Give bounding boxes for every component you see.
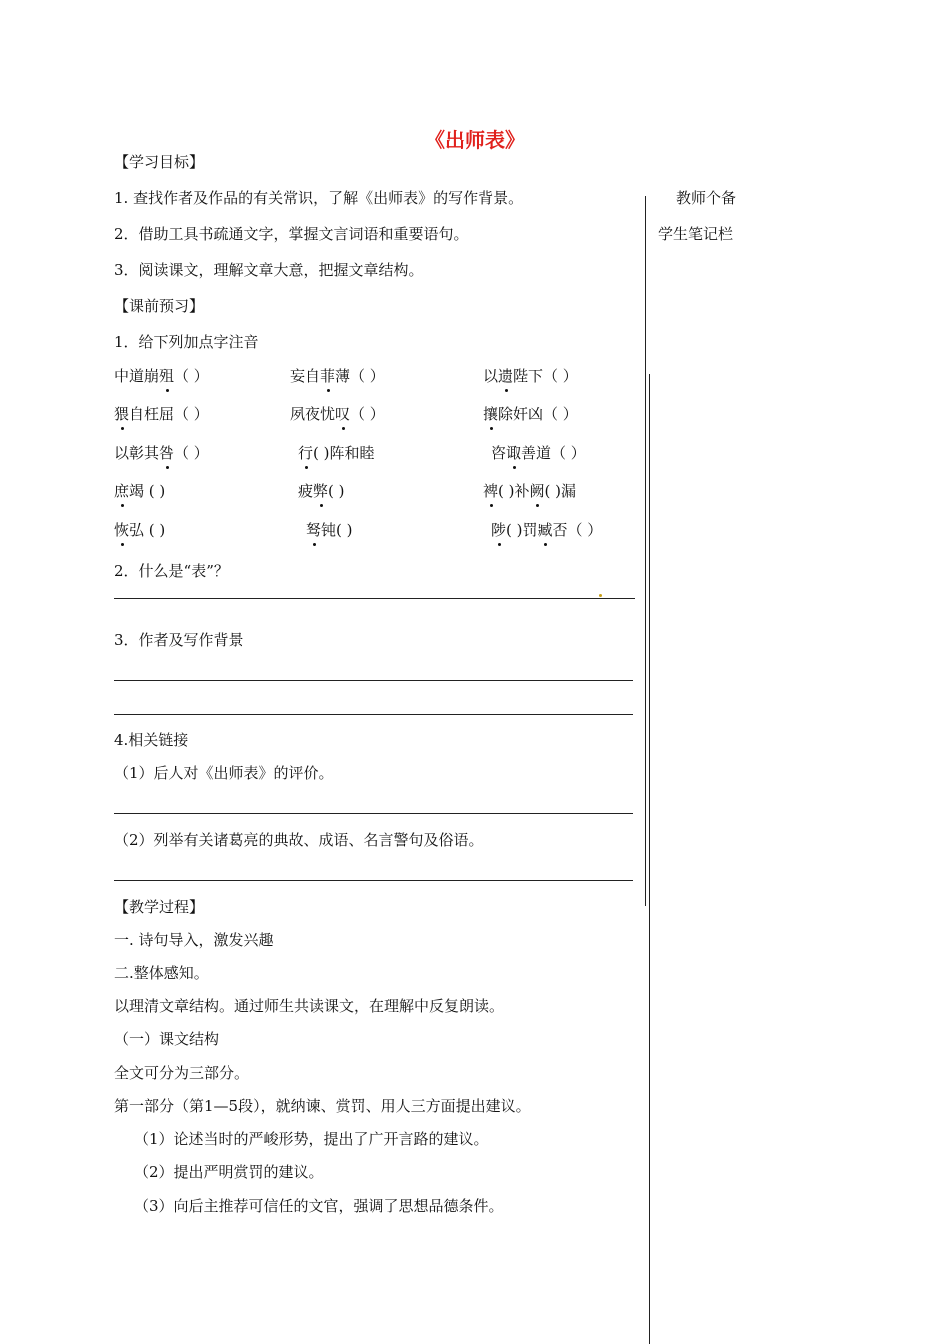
stray-mark xyxy=(599,594,602,597)
side-note-teacher: 教师个备 xyxy=(676,189,737,207)
page-title: 《出师表》 xyxy=(425,128,525,152)
pinyin-item: 攘除奸凶（ ） xyxy=(483,405,578,423)
answer-line[interactable] xyxy=(114,813,633,814)
pinyin-item: 妄自菲薄（ ） xyxy=(290,367,385,385)
pinyin-item: 行( )阵和睦 xyxy=(298,444,375,462)
objective-item: 3．阅读课文，理解文章大意，把握文章结构。 xyxy=(114,261,424,279)
objective-item: 1. 查找作者及作品的有关常识，了解《出师表》的写作背景。 xyxy=(114,189,524,207)
answer-line[interactable] xyxy=(114,680,633,681)
question-4-1: （1）后人对《出师表》的评价。 xyxy=(114,764,334,782)
pinyin-item: 以彰其咎（ ） xyxy=(114,444,209,462)
question-4: 4.相关链接 xyxy=(114,731,189,749)
process-subitem: （2）提出严明赏罚的建议。 xyxy=(134,1163,324,1181)
question-3: 3．作者及写作背景 xyxy=(114,631,244,649)
pinyin-item: 夙夜忧叹（ ） xyxy=(290,405,385,423)
pinyin-item: 庶竭 ( ) xyxy=(114,482,166,500)
pinyin-item: 驽钝( ) xyxy=(306,521,353,539)
pinyin-item: 疲弊( ) xyxy=(298,482,345,500)
pinyin-item: 以遗陛下（ ） xyxy=(483,367,578,385)
process-item: 一. 诗句导入，激发兴趣 xyxy=(114,931,274,949)
process-item: 二.整体感知。 xyxy=(114,964,209,982)
pinyin-item: 恢弘 ( ) xyxy=(114,521,166,539)
process-heading: 【教学过程】 xyxy=(114,898,205,916)
process-item: 以理清文章结构。通过师生共读课文，在理解中反复朗读。 xyxy=(114,997,505,1015)
pinyin-item: 猥自枉屈（ ） xyxy=(114,405,209,423)
column-divider-top xyxy=(645,196,646,906)
objectives-heading: 【学习目标】 xyxy=(114,153,205,171)
process-subitem: （3）向后主推荐可信任的文官，强调了思想品德条件。 xyxy=(134,1197,504,1215)
question-1: 1．给下列加点字注音 xyxy=(114,333,259,351)
pinyin-item: 裨( )补阙( )漏 xyxy=(483,482,576,500)
answer-line[interactable] xyxy=(114,880,633,881)
process-item: 全文可分为三部分。 xyxy=(114,1064,250,1082)
preview-heading: 【课前预习】 xyxy=(114,297,205,315)
answer-line[interactable] xyxy=(114,598,635,599)
column-divider-long xyxy=(649,374,650,1344)
process-subitem: （1）论述当时的严峻形势，提出了广开言路的建议。 xyxy=(134,1130,489,1148)
process-item: （一）课文结构 xyxy=(114,1030,220,1048)
answer-line[interactable] xyxy=(114,714,633,715)
pinyin-item: 咨诹善道（ ） xyxy=(491,444,586,462)
objective-item: 2．借助工具书疏通文字，掌握文言词语和重要语句。 xyxy=(114,225,469,243)
side-note-student: 学生笔记栏 xyxy=(658,225,734,243)
question-4-2: （2）列举有关诸葛亮的典故、成语、名言警句及俗语。 xyxy=(114,831,484,849)
pinyin-item: 陟( )罚臧否（ ） xyxy=(491,521,603,539)
pinyin-item: 中道崩殂（ ） xyxy=(114,367,209,385)
process-item: 第一部分（第1—5段），就纳谏、赏罚、用人三方面提出建议。 xyxy=(114,1097,531,1115)
question-2: 2．什么是“表”？ xyxy=(114,562,229,580)
